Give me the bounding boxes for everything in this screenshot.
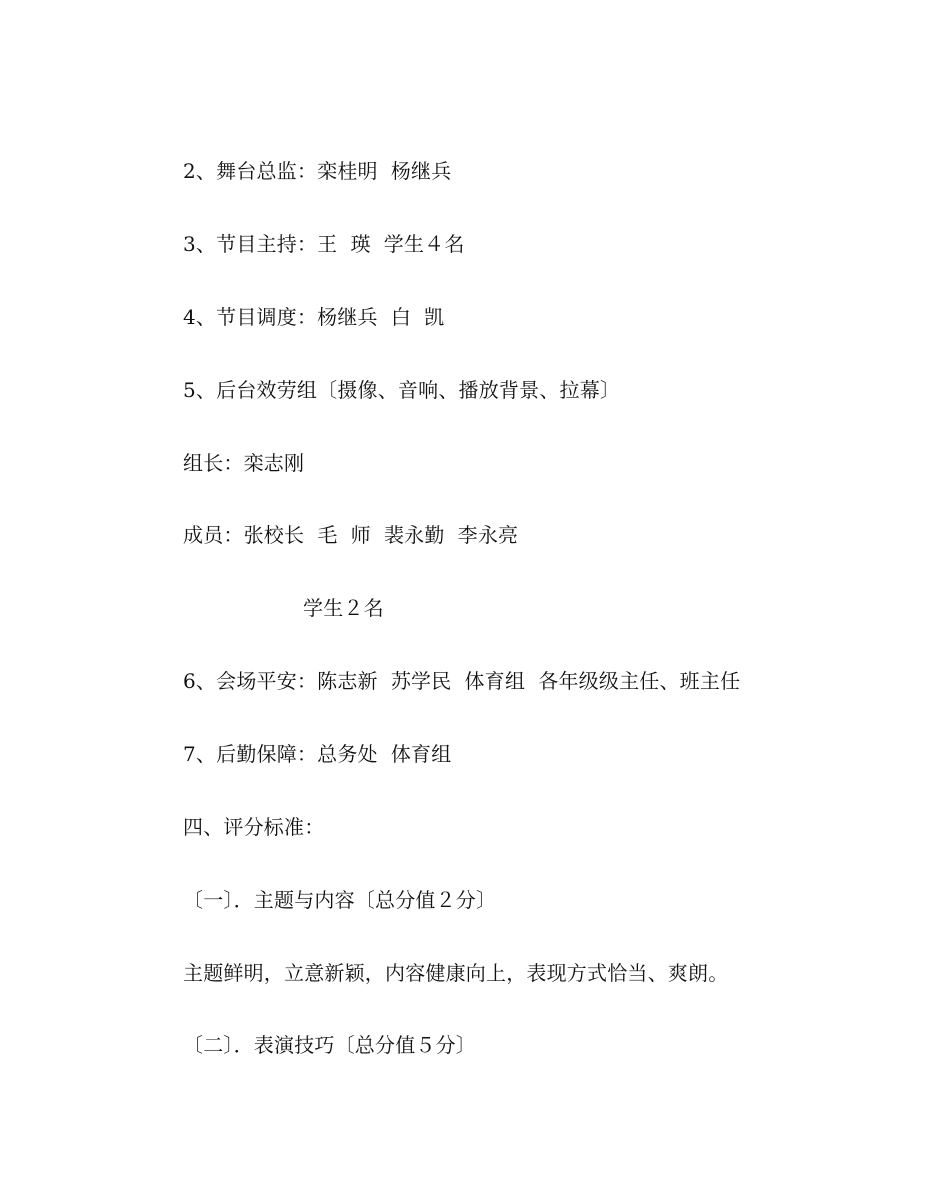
logistics-line: 7、后勤保障：总务处 体育组 [183,742,452,766]
members-students-line: 学生２名 [303,596,384,620]
theme-content-description: 主题鲜明，立意新颖，内容健康向上，表现方式恰当、爽朗。 [183,961,729,985]
host-line: 3、节目主持：王 瑛 学生４名 [183,232,465,256]
backstage-service-line: 5、后台效劳组〔摄像、音响、播放背景、拉幕〕 [183,378,621,402]
stage-director-line: 2、舞台总监：栾桂明 杨继兵 [183,159,452,183]
performance-skill-heading: 〔二〕．表演技巧〔总分值５分〕 [183,1033,476,1057]
group-leader-line: 组长：栾志刚 [183,451,305,475]
program-scheduling-line: 4、节目调度：杨继兵 白 凯 [183,305,445,329]
members-line: 成员：张校长 毛 师 裴永勤 李永亮 [183,523,519,547]
theme-content-heading: 〔一〕．主题与内容〔总分值２分〕 [183,888,497,912]
venue-safety-line: 6、会场平安：陈志新 苏学民 体育组 各年级级主任、班主任 [183,669,741,693]
scoring-standard-heading: 四、评分标准： [183,815,325,839]
